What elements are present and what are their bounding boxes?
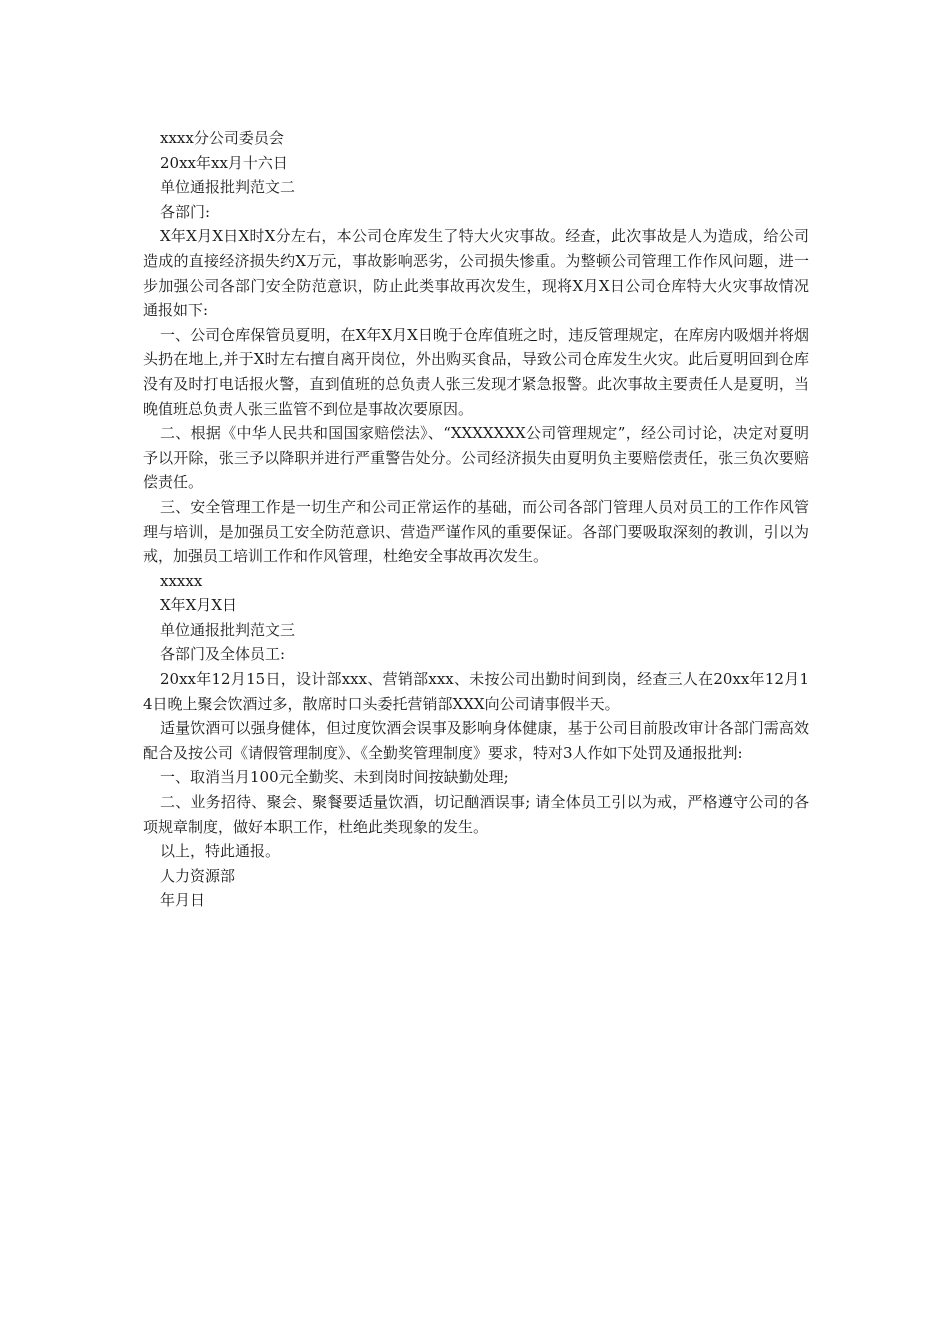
section-title: 单位通报批判范文二 [160,178,296,197]
signature-org: 人力资源部 [160,866,236,885]
paragraph: 20xx年12月15日，设计部xxx、营销部xxx、未按公司出勤时间到岗，经查三人在20xx年12月14日晚上聚会饮酒过多，散席时口头委托营销部XXX向公司请事假半天。 [143,670,809,713]
paragraph: 以上，特此通报。 [160,842,281,861]
signature-org: xxxxx [160,571,203,590]
signature-date: X年X月X日 [160,596,238,615]
paragraph: 一、取消当月100元全勤奖、未到岗时间按缺勤处理; [160,768,509,787]
signature-date: 年月日 [160,891,206,910]
salutation: 各部门及全体员工: [160,645,286,664]
salutation: 各部门: [160,202,211,221]
document-page [143,126,809,913]
signature-org: xxxx分公司委员会 [160,129,284,147]
paragraph: 一、公司仓库保管员夏明，在X年X月X日晚于仓库值班之时，违反管理规定，在库房内吸烟并将烟头扔在地上,并于X时左右擅自离开岗位，外出购买食品，导致公司仓库发生火灾。此后夏明回到仓库没有及时打电话报火警，直到值班的总负责人张三发现才紧急报警。此次事故主要责任人是夏明，当晚值班总负责人张三监管不到位是事故次要原因。 [143,325,809,418]
paragraph: 二、根据《中华人民共和国国家赔偿法》、“XXXXXXX公司管理规定”，经公司讨论，决定对夏明予以开除，张三予以降职并进行严重警告处分。公司经济损失由夏明负主要赔偿责任，张三负次要赔偿责任。 [143,424,809,492]
paragraph: 三、安全管理工作是一切生产和公司正常运作的基础，而公司各部门管理人员对员工的工作作风管理与培训，是加强员工安全防范意识、营造严谨作风的重要保证。各部门要吸取深刻的教训，引以为戒，加强员工培训工作和作风管理，杜绝安全事故再次发生。 [143,497,809,566]
signature-date: 20xx年xx月十六日 [160,153,288,172]
section-title: 单位通报批判范文三 [160,620,296,639]
paragraph: 适量饮酒可以强身健体，但过度饮酒会误事及影响身体健康，基于公司目前股改审计各部门需高效配合及按公司《请假管理制度》、《全勤奖管理制度》要求，特对3人作如下处罚及通报批判: [143,719,809,762]
paragraph: 二、业务招待、聚会、聚餐要适量饮酒，切记酗酒误事; 请全体员工引以为戒，严格遵守公司的各项规章制度，做好本职工作，杜绝此类现象的发生。 [143,793,809,836]
paragraph: X年X月X日X时X分左右，本公司仓库发生了特大火灾事故。经查，此次事故是人为造成，给公司造成的直接经济损失约X万元，事故影响恶劣，公司损失惨重。为整顿公司管理工作作风问题，进一步加强公司各部门安全防范意识，防止此类事故再次发生，现将X月X日公司仓库特大火灾事故情况通报如下: [143,227,809,320]
